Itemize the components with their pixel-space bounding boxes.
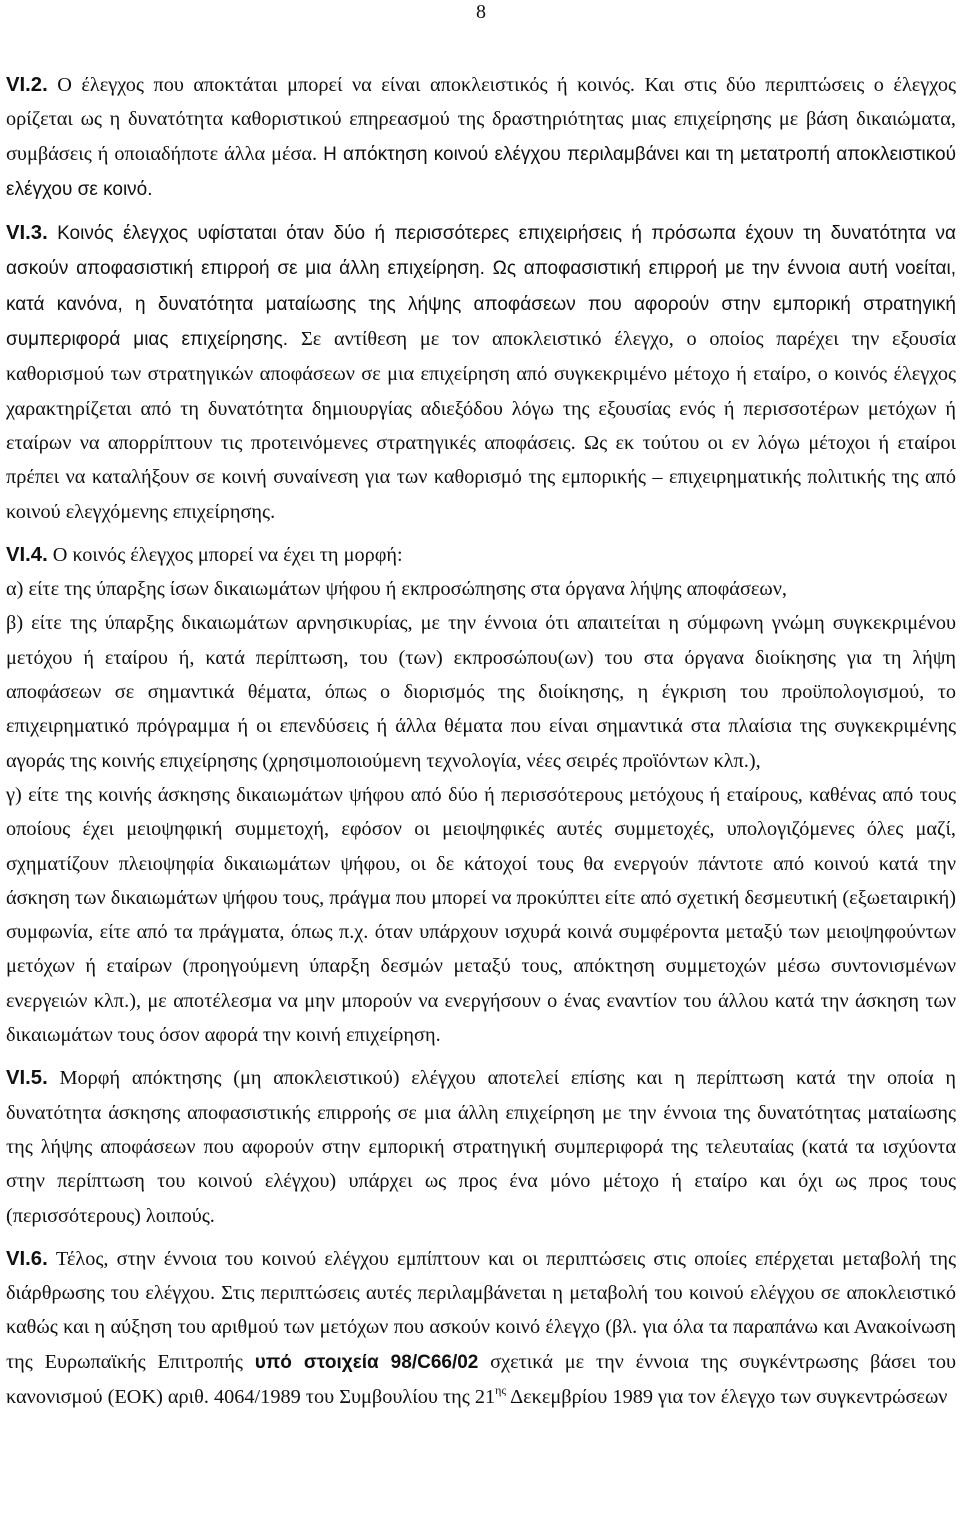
paragraph-vi6 bbox=[6, 1242, 956, 1414]
paragraph-vi5 bbox=[6, 1061, 956, 1232]
paragraph-vi6-text-a: Τέλος, στην έννοια του κοινού ελέγχου εμπίπτουν και οι περιπτώσεις στις οποίες επέρχεται μεταβολή της διάρθρωσης του ελέγχου. bbox=[6, 1247, 956, 1305]
paragraph-vi2-text-b: Η απόκτηση κοινού ελέγχου περιλαμβάνει και τη μετατροπή αποκλειστικού ελέγχου σε κοινό. bbox=[6, 143, 956, 200]
list-item-a: α) είτε της ύπαρξης ίσων δικαιωμάτων ψήφου ή εκπροσώπησης στα όργανα λήψης αποφάσεων, bbox=[6, 578, 787, 601]
page-number: 8 bbox=[476, 1, 486, 23]
paragraph-vi6-text-d: Δεκεμβρίου 1989 για τον έλεγχο των συγκεντρώσεων bbox=[506, 1385, 948, 1408]
paragraph-vi3-text-c: Σε αντίθεση με τον αποκλειστικό έλεγχο, ο οποίος παρέχει την εξουσία καθορισμού των στρατηγικών αποφάσεων σε μια επιχείρηση από συγκεκριμένο μέτοχο ή εταίρο, ο κοινός έλεγχος χαρακτηρίζεται από τη δυνατότητα δημιουργίας αδιεξόδου λόγω της εξουσίας ενός ή περισσοτέρων μετόχων ή εταίρων να απορρίπτουν τις προτεινόμενες στρατηγικές αποφάσεις. Ως εκ τούτου οι εν λόγω μέτοχοι ή εταίροι πρέπει να καταλήξουν σε κοινή συναίνεση για των καθορισμό της εμπορικής – επιχειρηματικής πολιτικής της από κοινού ελεγχόμενης επιχείρησης. bbox=[6, 328, 956, 523]
section-label-vi5: VI.5. bbox=[6, 1067, 48, 1090]
paragraph-vi3 bbox=[6, 216, 956, 529]
paragraph-vi6-text-b: Στις περιπτώσεις αυτές περιλαμβάνεται η μεταβολή του κοινού ελέγχου σε αποκλειστικό καθώς και η αύξηση του αριθμού των μετόχων που ασκούν κοινό έλεγχο (βλ. για όλα τα παραπάνω και Ανακοίνωση της Ευρωπαϊκής Επιτροπής bbox=[6, 1282, 956, 1373]
section-label-vi2: VI.2. bbox=[6, 74, 48, 96]
paragraph-vi3-text-b: Ως αποφασιστική επιρροή με την έννοια αυτή νοείται, κατά κανόνα, η δυνατότητα ματαίωσης της λήψης αποφάσεων που αφορούν στην εμπορική στρατηγική συμπεριφορά μιας επιχείρησης. bbox=[6, 258, 957, 351]
section-label-vi6: VI.6. bbox=[6, 1247, 48, 1270]
regulation-reference: υπό στοιχεία 98/C66/02 bbox=[254, 1351, 479, 1373]
ordinal-superscript: ης bbox=[495, 1382, 507, 1397]
paragraph-vi4-intro-text: Ο κοινός έλεγχος μπορεί να έχει τη μορφή: bbox=[47, 543, 403, 566]
list-item-c: γ) είτε της κοινής άσκησης δικαιωμάτων ψήφου από δύο ή περισσότερους μετόχους ή εταίρους, καθένας από τους οποίους έχει μειοψηφική συμμετοχή, εφόσον οι μειοψηφικές αυτές συμμετοχές, υπολογιζόμενες όλες μαζί, σχηματίζουν πλειοψηφία δικαιωμάτων ψήφου, οι δε κάτοχοί τους θα ενεργούν πάντοτε από κοινού κατά την άσκηση των δικαιωμάτων ψήφου τους, πράγμα που μπορεί να προκύπτει είτε από σχετική δεσμευτική (εξωεταιρική) συμφωνία, είτε από τα πράγματα, όπως π.χ. όταν υπάρχουν ισχυρά κοινά συμφέροντα μεταξύ των μειοψηφούντων μετόχων ή εταίρων (προηγούμενη ύπαρξη δεσμών μεταξύ τους, απόκτηση συμμετοχών μέσω συντονισμένων ενεργειών κλπ.), με αποτέλεσμα να μην μπορούν να ενεργήσουν ο ένας εναντίον του άλλου κατά την άσκηση των δικαιωμάτων τους όσον αφορά την κοινή επιχείρηση. bbox=[6, 783, 956, 1047]
list-item-b: β) είτε της ύπαρξης δικαιωμάτων αρνησικυρίας, με την έννοια ότι απαιτείται η σύμφωνη γνώμη συγκεκριμένου μετόχου ή εταίρου ή, κατά περίπτωση, του (των) εκπροσώπου(ων) του στα όργανα διοίκησης για τη λήψη αποφάσεων σε σημαντικά θέματα, όπως ο διορισμός της διοίκησης, η έγκριση του προϋπολογισμού, το επιχειρηματικό πρόγραμμα ή οι επενδύσεις ή άλλα θέματα που είναι σημαντικά στα πλαίσια της συγκεκριμένης αγοράς της κοινής επιχείρησης (χρησιμοποιούμενη τεχνολογία, νέες σειρές προϊόντων κλπ.), bbox=[6, 612, 956, 772]
section-label-vi4: VI.4. bbox=[6, 543, 48, 566]
paragraph-vi6-text-c: σχετικά με την έννοια της συγκέντρωσης βάσει του κανονισμού (ΕΟΚ) αριθ. 4064/1989 του Συμβουλίου της 21 bbox=[6, 1350, 956, 1408]
paragraph-vi3-text-a: Κοινός έλεγχος υφίσταται όταν δύο ή περισσότερες επιχειρήσεις ή πρόσωπα έχουν τη δυνατότητα να ασκούν αποφασιστική επιρροή σε μια άλλη επιχείρηση. bbox=[6, 223, 956, 280]
paragraph-vi4-intro bbox=[6, 538, 956, 572]
section-label-vi3: VI.3. bbox=[6, 222, 48, 245]
paragraph-vi2 bbox=[6, 68, 956, 207]
paragraph-vi2-text-a: Ο έλεγχος που αποκτάται μπορεί να είναι αποκλειστικός ή κοινός. Και στις δύο περιπτώσεις ο έλεγχος ορίζεται ως η δυνατότητα καθοριστικού επηρεασμού της δραστηριότητας μιας επιχείρησης με βάση δικαιώματα, συμβάσεις ή οποιαδήποτε άλλα μέσα. bbox=[6, 74, 956, 165]
document-body bbox=[6, 68, 956, 1414]
paragraph-vi5-text-a: Μορφή απόκτησης (μη αποκλειστικού) ελέγχου αποτελεί επίσης και η περίπτωση κατά την οποία η δυνατότητα άσκησης αποφασιστικής επιρροής σε μια άλλη επιχείρηση με την έννοια της δυνατότητας ματαίωσης της λήψης αποφάσεων που αφορούν στην εμπορική στρατηγική συμπεριφορά της τελευταίας (κατά τα ισχύοντα στην περίπτωση του κοινού ελέγχου) υπάρχει ως προς ένα μόνο μέτοχο ή εταίρο και όχι ως προς τους (περισσότερους) λοιπούς. bbox=[6, 1067, 956, 1227]
